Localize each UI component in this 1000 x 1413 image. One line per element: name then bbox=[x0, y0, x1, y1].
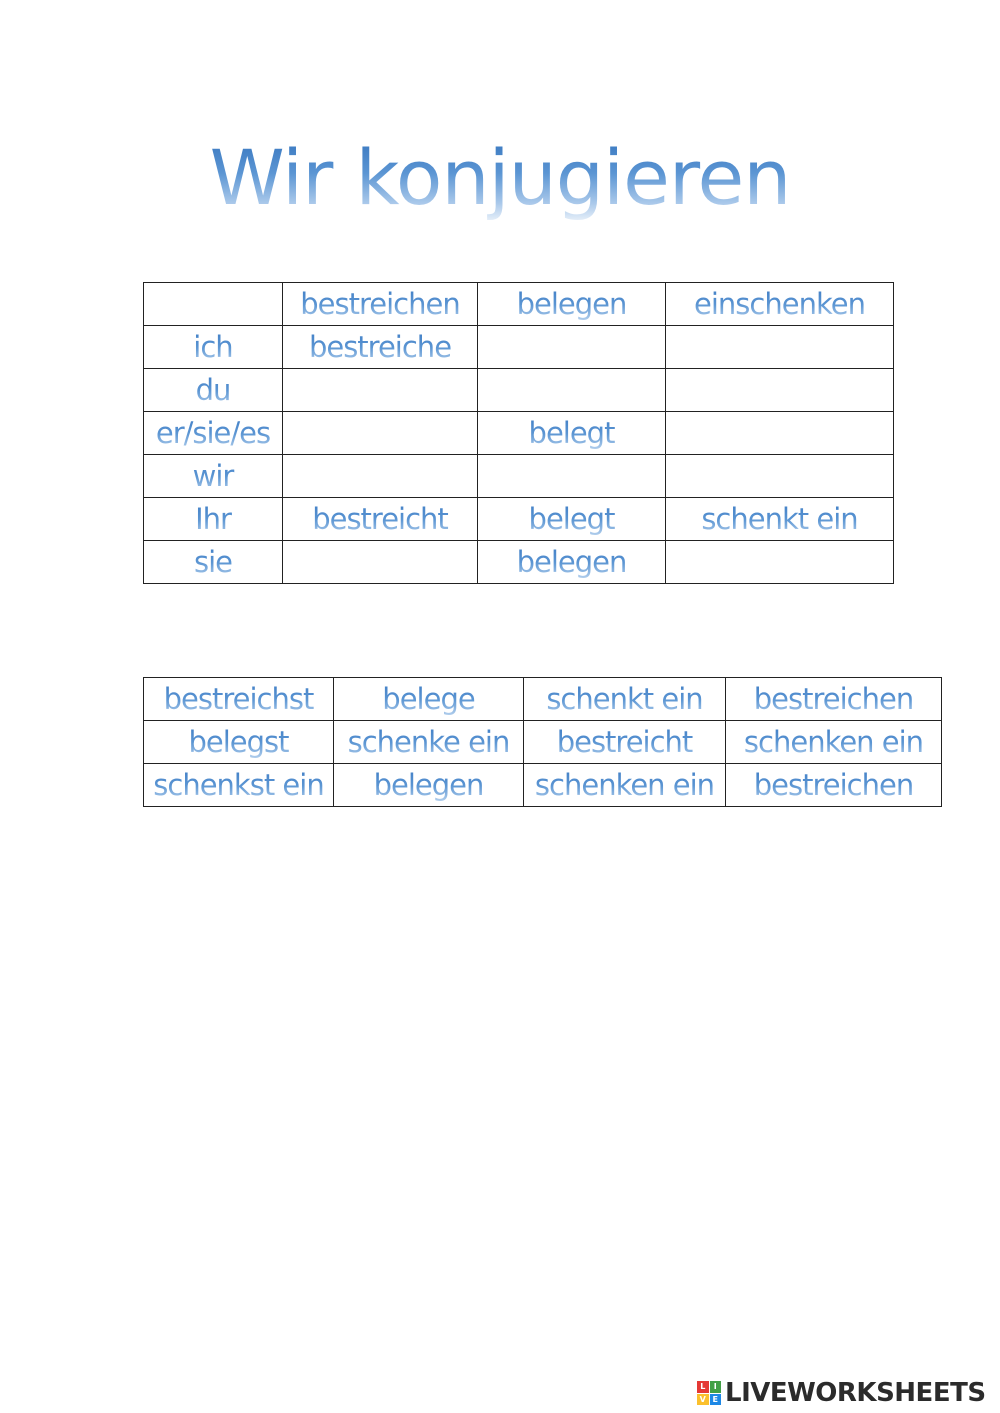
word-bank-item[interactable]: bestreichst bbox=[144, 678, 334, 721]
word-bank-item[interactable]: bestreicht bbox=[524, 721, 726, 764]
word-bank-item[interactable]: belege bbox=[334, 678, 524, 721]
logo-mark-letter: V bbox=[697, 1394, 709, 1406]
answer-cell[interactable] bbox=[283, 541, 478, 584]
conjugation-header-row bbox=[144, 283, 894, 326]
header-verb-bestreichen: bestreichen bbox=[283, 283, 478, 326]
answer-cell[interactable]: schenkt ein bbox=[666, 498, 894, 541]
pronoun-cell: du bbox=[144, 369, 283, 412]
table-row bbox=[144, 369, 894, 412]
answer-cell[interactable] bbox=[283, 455, 478, 498]
answer-cell[interactable] bbox=[478, 455, 666, 498]
word-bank-item[interactable]: belegen bbox=[334, 764, 524, 807]
pronoun-cell: Ihr bbox=[144, 498, 283, 541]
table-row bbox=[144, 541, 894, 584]
table-row bbox=[144, 764, 942, 807]
answer-cell[interactable] bbox=[666, 326, 894, 369]
pronoun-cell: wir bbox=[144, 455, 283, 498]
word-bank-item[interactable]: schenkst ein bbox=[144, 764, 334, 807]
word-bank-item[interactable]: schenken ein bbox=[524, 764, 726, 807]
answer-cell[interactable] bbox=[666, 541, 894, 584]
answer-cell[interactable] bbox=[478, 369, 666, 412]
conjugation-table bbox=[143, 282, 894, 584]
answer-cell[interactable]: bestreiche bbox=[283, 326, 478, 369]
answer-cell[interactable] bbox=[478, 326, 666, 369]
word-bank-item[interactable]: schenkt ein bbox=[524, 678, 726, 721]
logo-mark-letter: E bbox=[710, 1394, 722, 1406]
word-bank-item[interactable]: bestreichen bbox=[726, 678, 942, 721]
table-row bbox=[144, 326, 894, 369]
answer-cell[interactable]: belegen bbox=[478, 541, 666, 584]
table-row bbox=[144, 412, 894, 455]
word-bank-item[interactable]: belegst bbox=[144, 721, 334, 764]
word-bank-item[interactable]: bestreichen bbox=[726, 764, 942, 807]
answer-cell[interactable] bbox=[283, 369, 478, 412]
table-row bbox=[144, 678, 942, 721]
answer-cell[interactable] bbox=[666, 412, 894, 455]
answer-cell[interactable]: belegt bbox=[478, 498, 666, 541]
table-row bbox=[144, 721, 942, 764]
pronoun-cell: er/sie/es bbox=[144, 412, 283, 455]
header-verb-belegen: belegen bbox=[478, 283, 666, 326]
table-row bbox=[144, 498, 894, 541]
answer-cell[interactable]: bestreicht bbox=[283, 498, 478, 541]
pronoun-cell: sie bbox=[144, 541, 283, 584]
word-bank-item[interactable]: schenken ein bbox=[726, 721, 942, 764]
logo-wordmark: LIVEWORKSHEETS bbox=[725, 1378, 986, 1408]
logo-mark-letter: I bbox=[710, 1381, 722, 1393]
liveworksheets-logo bbox=[697, 1378, 986, 1408]
answer-cell[interactable] bbox=[666, 369, 894, 412]
word-bank-item[interactable]: schenke ein bbox=[334, 721, 524, 764]
logo-mark-letter: L bbox=[697, 1381, 709, 1393]
answer-cell[interactable] bbox=[666, 455, 894, 498]
header-corner-cell bbox=[144, 283, 283, 326]
pronoun-cell: ich bbox=[144, 326, 283, 369]
page-title: Wir konjugieren bbox=[0, 128, 1000, 228]
word-bank-table bbox=[143, 677, 942, 807]
answer-cell[interactable]: belegt bbox=[478, 412, 666, 455]
liveworksheets-logo-icon bbox=[697, 1381, 721, 1405]
table-row bbox=[144, 455, 894, 498]
header-verb-einschenken: einschenken bbox=[666, 283, 894, 326]
answer-cell[interactable] bbox=[283, 412, 478, 455]
